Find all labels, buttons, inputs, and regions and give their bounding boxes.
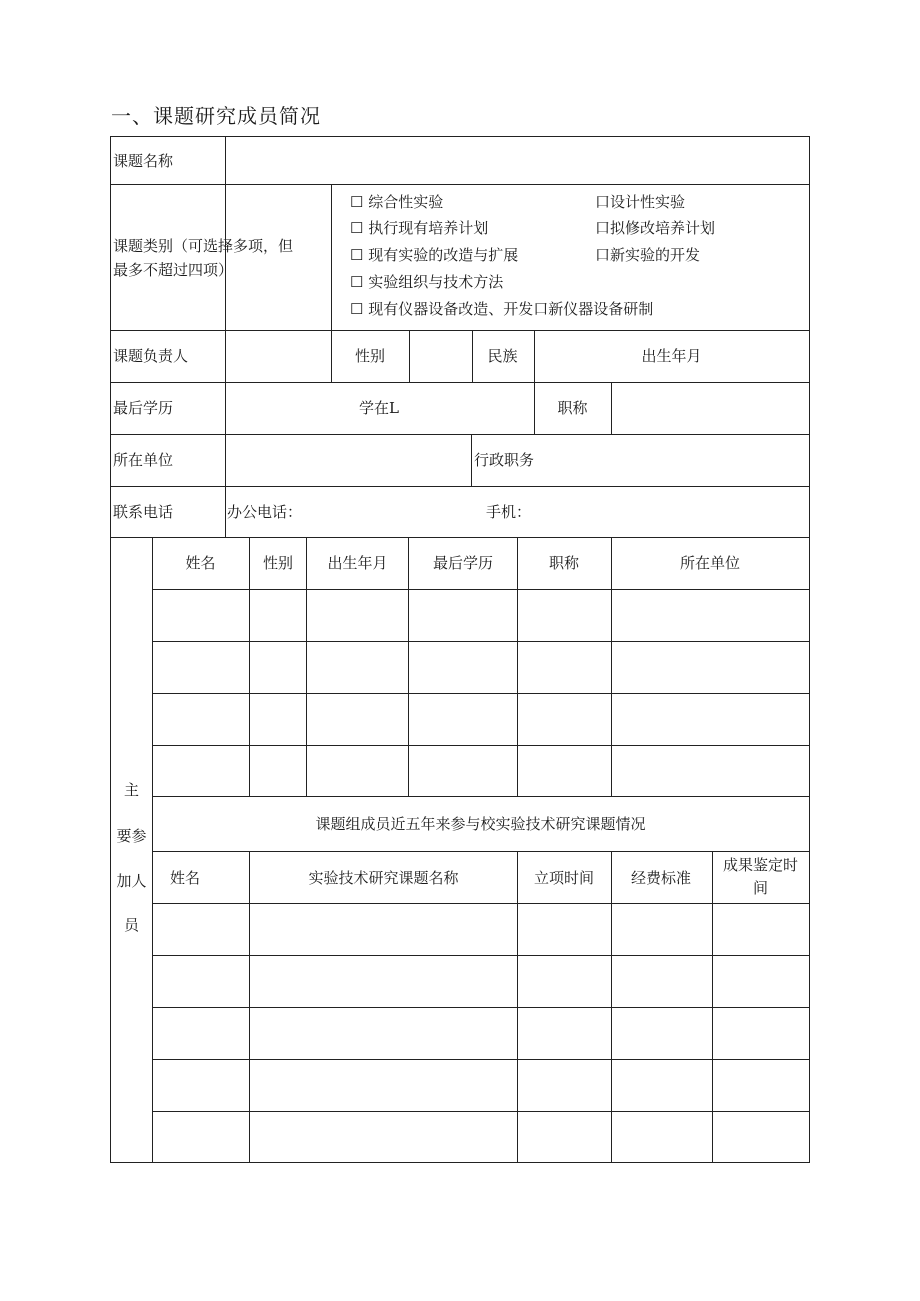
side-label-line3: 加人 (116, 872, 147, 890)
option-label: 现有仪器设备改造、开发口新仪器设备研制 (368, 300, 654, 318)
section-title: 一、课题研究成员简况 (111, 104, 321, 128)
grid-line-h (152, 693, 810, 694)
label-degree: 学在L (359, 399, 399, 417)
projects-header-name: 姓名 (170, 869, 201, 887)
option-label: 口拟修改培养计划 (595, 219, 716, 237)
checkbox-option[interactable] (350, 218, 488, 238)
grid-line-h (152, 589, 810, 590)
checkbox-option[interactable] (595, 245, 700, 265)
checkbox-option[interactable] (350, 299, 653, 319)
label-title: 职称 (557, 399, 588, 417)
grid-line-h (110, 136, 810, 137)
side-label-line4: 员 (123, 916, 139, 934)
side-label-line1: 主 (123, 781, 139, 799)
checkbox-option[interactable] (595, 218, 715, 238)
option-label: 口新实验的开发 (595, 246, 701, 264)
grid-line-v (409, 330, 410, 383)
label-gender: 性别 (354, 347, 385, 365)
header-gender: 性别 (262, 554, 293, 572)
grid-line-v (517, 537, 518, 797)
label-ethnicity: 民族 (487, 347, 518, 365)
grid-line-v (809, 136, 810, 1163)
label-admin-post: 行政职务 (474, 451, 535, 469)
grid-line-h (110, 1162, 810, 1163)
grid-line-v (152, 537, 153, 1163)
grid-line-h (110, 434, 810, 435)
grid-line-v (249, 537, 250, 797)
label-category-line1: 课题类别（可选择多项，但 (113, 237, 294, 255)
option-label: 执行现有培养计划 (368, 219, 489, 237)
grid-line-v (408, 537, 409, 797)
label-project-name: 课题名称 (113, 152, 174, 170)
header-name: 姓名 (185, 554, 216, 572)
projects-header-topic: 实验技术研究课题名称 (308, 869, 459, 887)
grid-line-h (110, 330, 810, 331)
option-label: 口设计性实验 (595, 193, 686, 211)
label-phone: 联系电话 (113, 503, 174, 521)
label-category-line2: 最多不超过四项） (113, 261, 234, 279)
projects-header-date: 立项时间 (533, 869, 594, 887)
option-label: 综合性实验 (368, 193, 444, 211)
checkbox-icon[interactable]: ☐ (350, 219, 364, 237)
header-title: 职称 (548, 554, 579, 572)
label-office-phone: 办公电话： (227, 503, 303, 521)
projects-heading: 课题组成员近五年来参与校实验技术研究课题情况 (315, 815, 646, 833)
grid-line-v (611, 851, 612, 1163)
grid-line-h (110, 486, 810, 487)
side-label-line2: 要参 (116, 827, 147, 845)
grid-line-v (306, 537, 307, 797)
projects-header-result-line2: 间 (752, 879, 768, 897)
checkbox-icon[interactable]: ☐ (350, 300, 364, 318)
grid-line-v (225, 136, 226, 538)
grid-line-h (110, 382, 810, 383)
checkbox-icon[interactable]: ☐ (350, 273, 364, 291)
header-unit: 所在单位 (679, 554, 740, 572)
label-birth-date: 出生年月 (641, 347, 702, 365)
option-label: 现有实验的改造与扩展 (368, 246, 519, 264)
grid-line-h (152, 745, 810, 746)
grid-line-v (517, 851, 518, 1163)
checkbox-icon[interactable]: ☐ (350, 246, 364, 264)
grid-line-h (110, 537, 810, 538)
grid-line-v (249, 851, 250, 1163)
checkbox-icon[interactable]: ☐ (350, 193, 364, 211)
checkbox-option[interactable] (595, 192, 685, 212)
grid-line-v (611, 537, 612, 797)
header-education: 最后学历 (432, 554, 493, 572)
checkbox-option[interactable] (350, 272, 503, 292)
grid-line-v (611, 382, 612, 435)
label-education: 最后学历 (113, 399, 174, 417)
checkbox-option[interactable] (350, 245, 518, 265)
label-mobile: 手机： (486, 503, 532, 521)
grid-line-h (110, 184, 810, 185)
grid-line-v (471, 434, 472, 487)
projects-header-budget: 经费标准 (630, 869, 691, 887)
label-unit: 所在单位 (113, 451, 174, 469)
projects-header-result-line1: 成果鉴定时 (722, 856, 798, 874)
option-label: 实验组织与技术方法 (368, 273, 504, 291)
grid-line-h (152, 796, 810, 797)
grid-line-v (110, 136, 111, 1163)
grid-line-h (152, 641, 810, 642)
label-leader: 课题负责人 (113, 347, 189, 365)
header-birth: 出生年月 (327, 554, 388, 572)
checkbox-option[interactable] (350, 192, 443, 212)
